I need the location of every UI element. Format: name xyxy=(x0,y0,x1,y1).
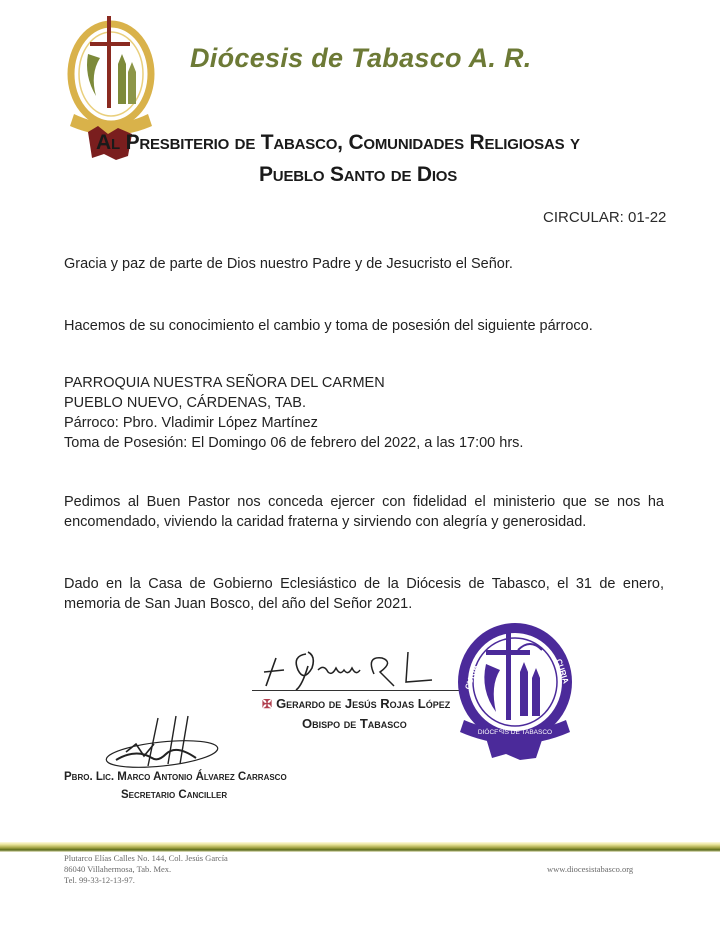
website-link[interactable]: www.diocesistabasco.org xyxy=(547,864,634,874)
greeting-paragraph: Gracia y paz de parte de Dios nuestro Padre y de Jesucristo el Señor. xyxy=(64,256,513,272)
cross-icon: ✠ xyxy=(262,697,273,711)
bishop-signature-icon xyxy=(262,646,452,690)
addressee-heading-line-1: Al Presbiterio de Tabasco, Comunidades Religiosas y xyxy=(96,131,580,154)
circular-number: CIRCULAR: 01-22 xyxy=(543,209,667,226)
signature-line xyxy=(252,690,462,691)
footer-address xyxy=(64,853,228,886)
parish-details xyxy=(64,373,523,453)
secretary-title: Secretario Canciller xyxy=(121,789,228,801)
secretary-name: Pbro. Lic. Marco Antonio Álvarez Carrasco xyxy=(64,771,287,783)
given-paragraph: Dado en la Casa de Gobierno Eclesiástico de la Diócesis de Tabasco, el 31 de enero, memoria de San Juan Bosco, del año del Señor 2021. xyxy=(64,576,664,612)
bishop-name xyxy=(262,696,450,711)
phone-number: Tel. 99-33-12-13-97. xyxy=(64,875,135,885)
footer-divider xyxy=(0,842,720,852)
bishop-title: Obispo de Tabasco xyxy=(302,716,407,731)
address-line-2: 86040 Villahermosa, Tab. Mex. xyxy=(64,864,172,874)
parish-name: PARROQUIA NUESTRA SEÑORA DEL CARMEN xyxy=(64,375,385,391)
svg-text:CURIA: CURIA xyxy=(463,663,480,691)
bishop-name-text: Gerardo de Jesús Rojas López xyxy=(276,696,451,711)
parish-priest: Párroco: Pbro. Vladimir López Martínez xyxy=(64,415,318,431)
possession-date: Toma de Posesión: El Domingo 06 de febrero del 2022, a las 17:00 hrs. xyxy=(64,435,524,451)
svg-text:CURIA: CURIA xyxy=(554,657,571,685)
addressee-heading-line-2: Pueblo Santo de Dios xyxy=(259,163,458,186)
secretary-signature-icon xyxy=(96,714,226,778)
parish-location: PUEBLO NUEVO, CÁRDENAS, TAB. xyxy=(64,395,306,411)
organization-title: Diócesis de Tabasco A. R. xyxy=(190,43,532,73)
curia-seal-icon xyxy=(456,620,574,760)
intro-paragraph: Hacemos de su conocimiento el cambio y toma de posesión del siguiente párroco. xyxy=(64,318,593,334)
svg-text:DIÓCESIS DE TABASCO: DIÓCESIS DE TABASCO xyxy=(477,729,553,736)
address-line-1: Plutarco Elías Calles No. 144, Col. Jesús García xyxy=(64,853,228,863)
closing-paragraph: Pedimos al Buen Pastor nos conceda ejercer con fidelidad el ministerio que se nos ha encomendado, viviendo la caridad fraterna y sirviendo con alegría y generosidad. xyxy=(64,494,664,530)
